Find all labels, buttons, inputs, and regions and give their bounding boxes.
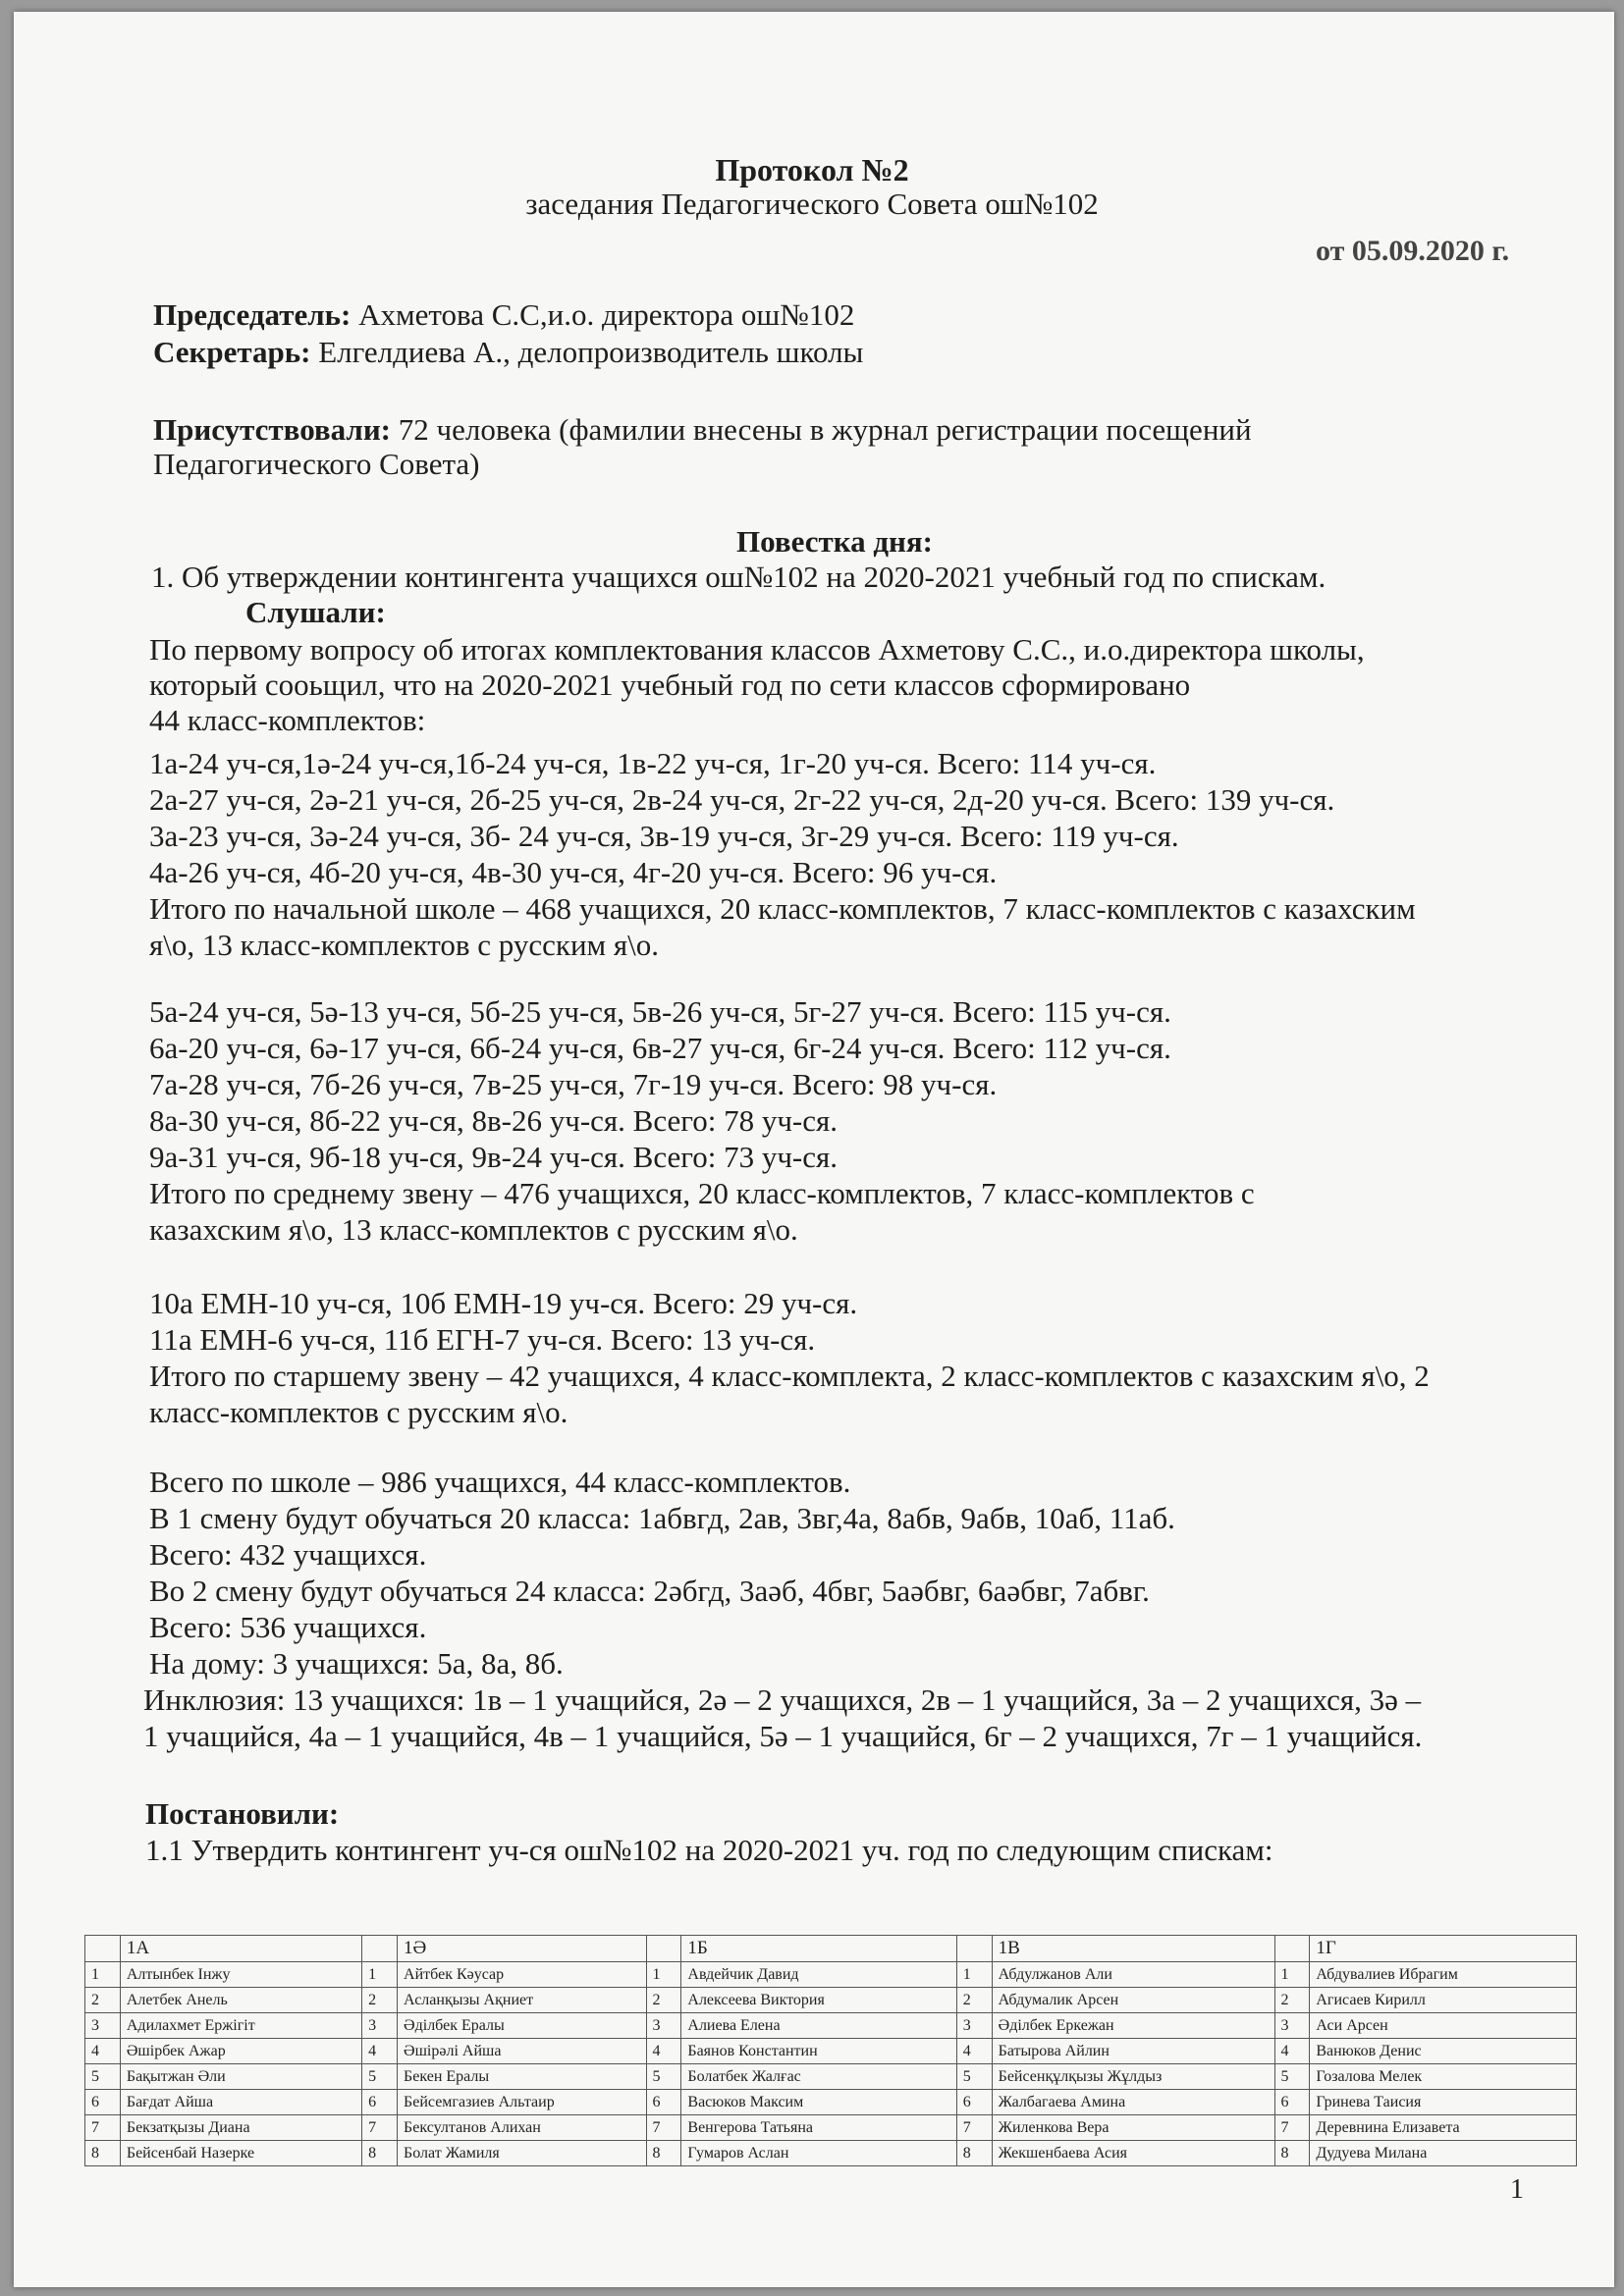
row-number-cell: 4 [362,2039,398,2064]
row-number-cell: 1 [362,1962,398,1988]
heard-line: 8а-30 уч-ся, 8б-22 уч-ся, 8в-26 уч-ся. Всего: 78 уч-ся. [149,1103,838,1138]
heard-line: 10а ЕМН-10 уч-ся, 10б ЕМН-19 уч-ся. Всего: 29 уч-ся. [149,1286,858,1320]
row-number-cell: 7 [1274,2115,1310,2141]
table-row [85,2141,1577,2166]
table-row [85,1962,1577,1988]
agenda-heading: Повестка дня: [736,524,933,559]
heard-line: 5а-24 уч-ся, 5ә-13 уч-ся, 5б-25 уч-ся, 5в-26 уч-ся, 5г-27 уч-ся. Всего: 115 уч-ся. [149,994,1171,1029]
class-header-1g: 1Г [1310,1936,1577,1962]
heard-line: 9а-31 уч-ся, 9б-18 уч-ся, 9в-24 уч-ся. Всего: 73 уч-ся. [149,1140,838,1174]
row-number-cell: 2 [646,1988,681,2013]
student-name-cell: Әшірәлі Айша [398,2039,646,2064]
table-row [85,2013,1577,2039]
student-name-cell: Венгерова Татьяна [681,2115,956,2141]
row-number-cell: 7 [362,2115,398,2141]
heard-line: который сооьщил, что на 2020-2021 учебный год по сети классов сформировано [149,667,1191,702]
resolved-item-1: 1.1 Утвердить контингент уч-ся ош№102 на 2020-2021 уч. год по следующим спискам: [145,1833,1273,1867]
student-name-cell: Ванюков Денис [1310,2039,1577,2064]
row-number-cell: 4 [956,2039,992,2064]
chair-line [153,297,854,333]
heard-line: Итого по начальной школе – 468 учащихся, 20 класс-комплектов, 7 класс-комплектов с казахским [149,891,1416,926]
student-name-cell: Гринева Таисия [1310,2090,1577,2115]
heard-line: 6а-20 уч-ся, 6ә-17 уч-ся, 6б-24 уч-ся, 6в-27 уч-ся, 6г-24 уч-ся. Всего: 112 уч-ся. [149,1031,1171,1065]
student-name-cell: Абдулжанов Али [992,1962,1274,1988]
heard-heading: Слушали: [245,595,386,629]
protocol-subtitle: заседания Педагогического Совета ош№102 [525,187,1099,221]
heard-line: Итого по старшему звену – 42 учащихся, 4 класс-комплекта, 2 класс-комплектов с казахским я\о, 2 [149,1359,1430,1393]
student-name-cell: Алексеева Виктория [681,1988,956,2013]
table-row [85,2090,1577,2115]
row-number-cell: 3 [362,2013,398,2039]
row-number-cell: 1 [646,1962,681,1988]
table-row [85,2064,1577,2090]
student-name-cell: Баянов Константин [681,2039,956,2064]
row-number-cell: 1 [85,1962,121,1988]
row-number-cell: 3 [85,2013,121,2039]
heard-line: 44 класс-комплектов: [149,703,426,737]
row-number-cell: 2 [1274,1988,1310,2013]
heard-line: 1 учащийся, 4а – 1 учащийся, 4в – 1 учащийся, 5ә – 1 учащийся, 6г – 2 учащихся, 7г – 1 учащийся. [143,1719,1423,1753]
roster-body [85,1962,1577,2166]
row-number-cell: 4 [1274,2039,1310,2064]
roster-header-row [85,1936,1577,1962]
heard-line: класс-комплектов с русским я\о. [149,1395,568,1429]
heard-line: казахским я\о, 13 класс-комплектов с русским я\о. [149,1212,798,1247]
class-header-1a: 1А [120,1936,361,1962]
student-name-cell: Болатбек Жалғас [681,2064,956,2090]
student-name-cell: Айтбек Кәусар [398,1962,646,1988]
heard-line: В 1 смену будут обучаться 20 класса: 1абвгд, 2ав, 3вг,4а, 8абв, 9абв, 10аб, 11аб. [149,1501,1175,1535]
table-row [85,1988,1577,2013]
row-number-cell: 1 [956,1962,992,1988]
row-number-cell: 7 [956,2115,992,2141]
student-name-cell: Васюков Максим [681,2090,956,2115]
heard-line: я\о, 13 класс-комплектов с русским я\о. [149,928,660,962]
heard-line: Всего по школе – 986 учащихся, 44 класс-комплектов. [149,1465,851,1499]
heard-line: Во 2 смену будут обучаться 24 класса: 2әбгд, 3аәб, 4бвг, 5аәбвг, 6аәбвг, 7абвг. [149,1574,1150,1608]
student-name-cell: Абдумалик Арсен [992,1988,1274,2013]
header-num-cell [362,1936,398,1962]
row-number-cell: 1 [1274,1962,1310,1988]
chair-value: Ахметова С.С,и.о. директора ош№102 [358,297,855,332]
resolved-heading: Постановили: [145,1796,340,1831]
page-number: 1 [1510,2174,1524,2205]
protocol-title: Протокол №2 [715,152,909,187]
heard-line: 7а-28 уч-ся, 7б-26 уч-ся, 7в-25 уч-ся, 7г-19 уч-ся. Всего: 98 уч-ся. [149,1067,998,1101]
row-number-cell: 5 [85,2064,121,2090]
student-name-cell: Аси Арсен [1310,2013,1577,2039]
student-name-cell: Әділбек Ералы [398,2013,646,2039]
student-name-cell: Бекзатқызы Диана [120,2115,361,2141]
heard-line: Всего: 536 учащихся. [149,1610,427,1644]
secretary-label: Секретарь: [153,335,311,369]
row-number-cell: 2 [362,1988,398,2013]
heard-line: 1а-24 уч-ся,1ә-24 уч-ся,1б-24 уч-ся, 1в-22 уч-ся, 1г-20 уч-ся. Всего: 114 уч-ся. [149,746,1157,780]
row-number-cell: 5 [956,2064,992,2090]
heard-line: 4а-26 уч-ся, 4б-20 уч-ся, 4в-30 уч-ся, 4г-20 уч-ся. Всего: 96 уч-ся. [149,855,998,889]
table-row [85,2115,1577,2141]
chair-label: Председатель: [153,297,352,332]
student-name-cell: Гозалова Мелек [1310,2064,1577,2090]
heard-line: Всего: 432 учащихся. [149,1537,427,1572]
student-name-cell: Бейсенқұлқызы Жұлдыз [992,2064,1274,2090]
row-number-cell: 7 [646,2115,681,2141]
row-number-cell: 8 [362,2141,398,2166]
row-number-cell: 6 [1274,2090,1310,2115]
header-num-cell [956,1936,992,1962]
protocol-date: от 05.09.2020 г. [1316,235,1510,267]
class-header-1ae: 1Ә [398,1936,646,1962]
header-num-cell [646,1936,681,1962]
heard-line: Итого по среднему звену – 476 учащихся, 20 класс-комплектов, 7 класс-комплектов с [149,1176,1255,1210]
row-number-cell: 4 [646,2039,681,2064]
student-name-cell: Бекен Ералы [398,2064,646,2090]
student-name-cell: Алиева Елена [681,2013,956,2039]
row-number-cell: 8 [1274,2141,1310,2166]
student-name-cell: Авдейчик Давид [681,1962,956,1988]
attendance-label: Присутствовали: [153,412,392,447]
student-name-cell: Гумаров Аслан [681,2141,956,2166]
class-header-1v: 1В [992,1936,1274,1962]
header-num-cell [1274,1936,1310,1962]
row-number-cell: 8 [85,2141,121,2166]
row-number-cell: 5 [1274,2064,1310,2090]
row-number-cell: 6 [362,2090,398,2115]
secretary-value: Елгелдиева А., делопроизводитель школы [318,335,864,369]
attendance-line [153,412,1252,448]
attendance-line2: Педагогического Совета) [153,447,480,481]
student-name-cell: Бексултанов Алихан [398,2115,646,2141]
student-name-cell: Жалбагаева Амина [992,2090,1274,2115]
table-row [85,2039,1577,2064]
student-name-cell: Дудуева Милана [1310,2141,1577,2166]
student-name-cell: Бағдат Айша [120,2090,361,2115]
row-number-cell: 3 [1274,2013,1310,2039]
row-number-cell: 6 [646,2090,681,2115]
student-name-cell: Бақытжан Әли [120,2064,361,2090]
row-number-cell: 6 [85,2090,121,2115]
student-name-cell: Жекшенбаева Асия [992,2141,1274,2166]
heard-line: 2а-27 уч-ся, 2ә-21 уч-ся, 2б-25 уч-ся, 2в-24 уч-ся, 2г-22 уч-ся, 2д-20 уч-ся. Всего: 139 уч-ся. [149,782,1335,817]
row-number-cell: 2 [956,1988,992,2013]
student-name-cell: Бейсемгазиев Альтаир [398,2090,646,2115]
heard-line: 3а-23 уч-ся, 3ә-24 уч-ся, 3б- 24 уч-ся, 3в-19 уч-ся, 3г-29 уч-ся. Всего: 119 уч-ся. [149,819,1179,853]
row-number-cell: 4 [85,2039,121,2064]
student-name-cell: Адилахмет Ержігіт [120,2013,361,2039]
student-name-cell: Абдувалиев Ибрагим [1310,1962,1577,1988]
student-name-cell: Агисаев Кирилл [1310,1988,1577,2013]
student-name-cell: Бейсенбай Назерке [120,2141,361,2166]
row-number-cell: 7 [85,2115,121,2141]
row-number-cell: 3 [956,2013,992,2039]
row-number-cell: 2 [85,1988,121,2013]
row-number-cell: 5 [362,2064,398,2090]
row-number-cell: 8 [956,2141,992,2166]
heard-line: 11а ЕМН-6 уч-ся, 11б ЕГН-7 уч-ся. Всего: 13 уч-ся. [149,1322,816,1357]
class-roster-table [84,1935,1577,2166]
student-name-cell: Батырова Айлин [992,2039,1274,2064]
row-number-cell: 3 [646,2013,681,2039]
student-name-cell: Жиленкова Вера [992,2115,1274,2141]
student-name-cell: Алтынбек Інжу [120,1962,361,1988]
secretary-line [153,335,863,370]
agenda-item-1: 1. Об утверждении контингента учащихся ош№102 на 2020-2021 учебный год по спискам. [151,560,1326,594]
attendance-line1: 72 человека (фамилии внесены в журнал регистрации посещений [398,412,1252,447]
row-number-cell: 6 [956,2090,992,2115]
heard-line: На дому: 3 учащихся: 5а, 8а, 8б. [149,1646,564,1681]
heard-line: По первому вопросу об итогах комплектования классов Ахметову С.С., и.о.директора школы, [149,632,1365,667]
student-name-cell: Алетбек Анель [120,1988,361,2013]
row-number-cell: 5 [646,2064,681,2090]
student-name-cell: Деревнина Елизавета [1310,2115,1577,2141]
class-header-1b: 1Б [681,1936,956,1962]
heard-line: Инклюзия: 13 учащихся: 1в – 1 учащийся, 2ә – 2 учащихся, 2в – 1 учащийся, 3а – 2 учащихся, 3ә – [143,1682,1422,1717]
header-num-cell [85,1936,121,1962]
row-number-cell: 8 [646,2141,681,2166]
student-name-cell: Әшірбек Ажар [120,2039,361,2064]
student-name-cell: Болат Жамиля [398,2141,646,2166]
student-name-cell: Әділбек Еркежан [992,2013,1274,2039]
student-name-cell: Асланқызы Ақниет [398,1988,646,2013]
